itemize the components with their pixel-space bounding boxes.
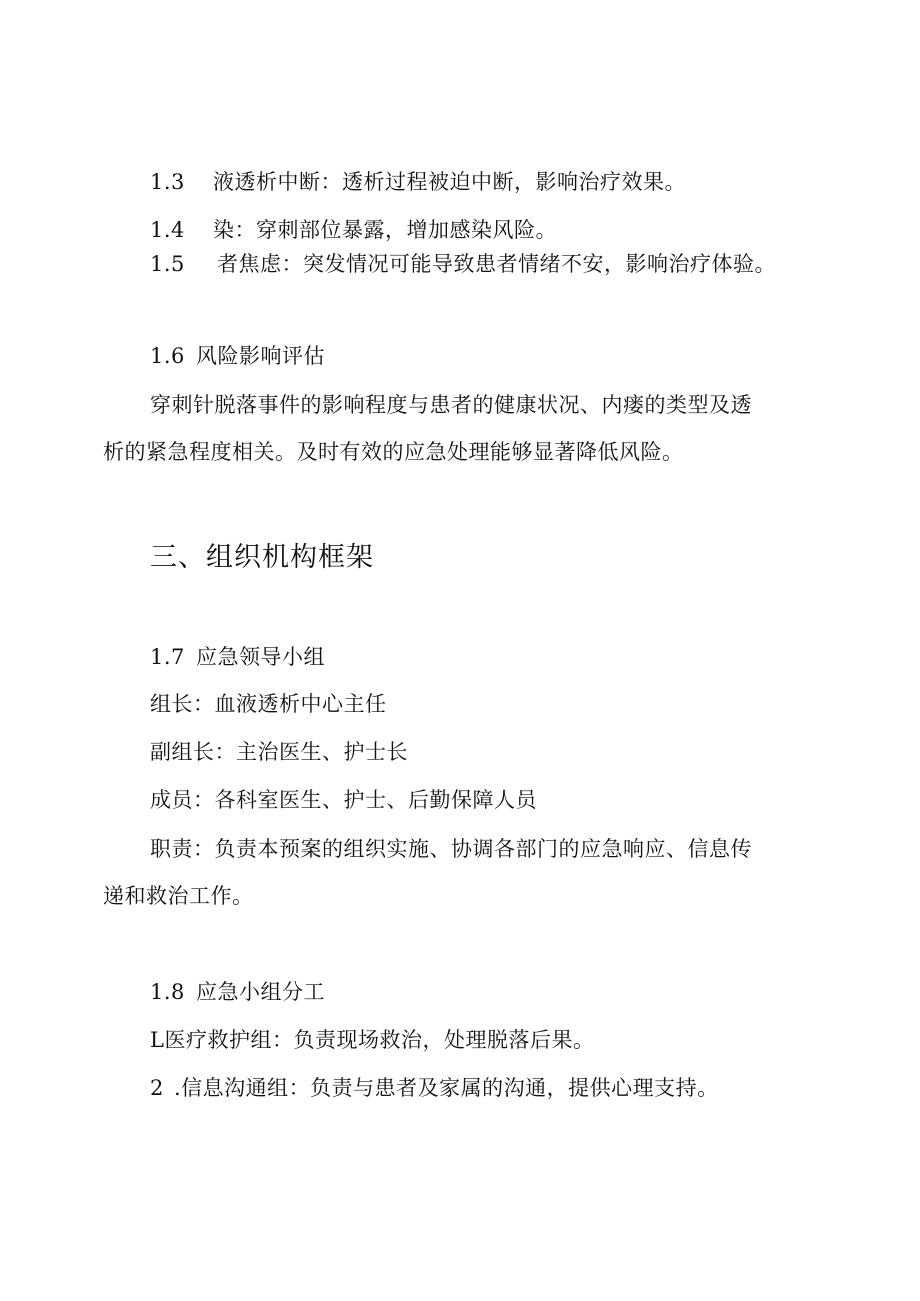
item-text: 应急小组分工	[196, 980, 325, 1004]
item-text: .信息沟通组：负责与患者及家属的沟通，提供心理支持。	[174, 1076, 719, 1100]
section-heading: 三、组织机构框架	[150, 542, 374, 573]
item-number: 1.3	[150, 170, 185, 194]
group-1-line: L医疗救护组：负责现场救治，处理脱落后果。	[150, 1028, 595, 1052]
item-text: 应急领导小组	[196, 645, 325, 669]
item-1-3	[150, 167, 686, 197]
item-text: 风险影响评估	[196, 344, 325, 368]
item-text: 者焦虑：突发情况可能导致患者情绪不安，影响治疗体验。	[217, 252, 776, 276]
item-number: 1.4	[150, 218, 185, 242]
paragraph-line-2: 析的紧急程度相关。及时有效的应急处理能够显著降低风险。	[103, 440, 684, 464]
item-number: 1.5	[150, 252, 185, 276]
item-text: 液透析中断：透析过程被迫中断，影响治疗效果。	[213, 170, 686, 194]
item-1-6	[150, 341, 325, 371]
item-number: 1.6	[150, 344, 185, 368]
item-number: 1.8	[150, 980, 185, 1004]
leader-line: 组长：血液透析中心主任	[150, 692, 387, 716]
paragraph-line-1: 穿刺针脱落事件的影响程度与患者的健康状况、内瘘的类型及透	[150, 393, 752, 417]
duty-line-2: 递和救治工作。	[103, 884, 254, 908]
item-1-7	[150, 642, 325, 672]
item-number: 2	[150, 1076, 164, 1100]
item-text: 染：穿刺部位暴露，增加感染风险。	[213, 218, 557, 242]
item-1-4	[150, 215, 557, 245]
group-2-line	[150, 1073, 719, 1103]
item-number: 1.7	[150, 645, 185, 669]
deputy-line: 副组长：主治医生、护士长	[150, 740, 408, 764]
item-1-5	[150, 249, 776, 279]
duty-line-1: 职责：负责本预案的组织实施、协调各部门的应急响应、信息传	[150, 837, 752, 861]
item-1-8	[150, 977, 325, 1007]
members-line: 成员：各科室医生、护士、后勤保障人员	[150, 788, 537, 812]
